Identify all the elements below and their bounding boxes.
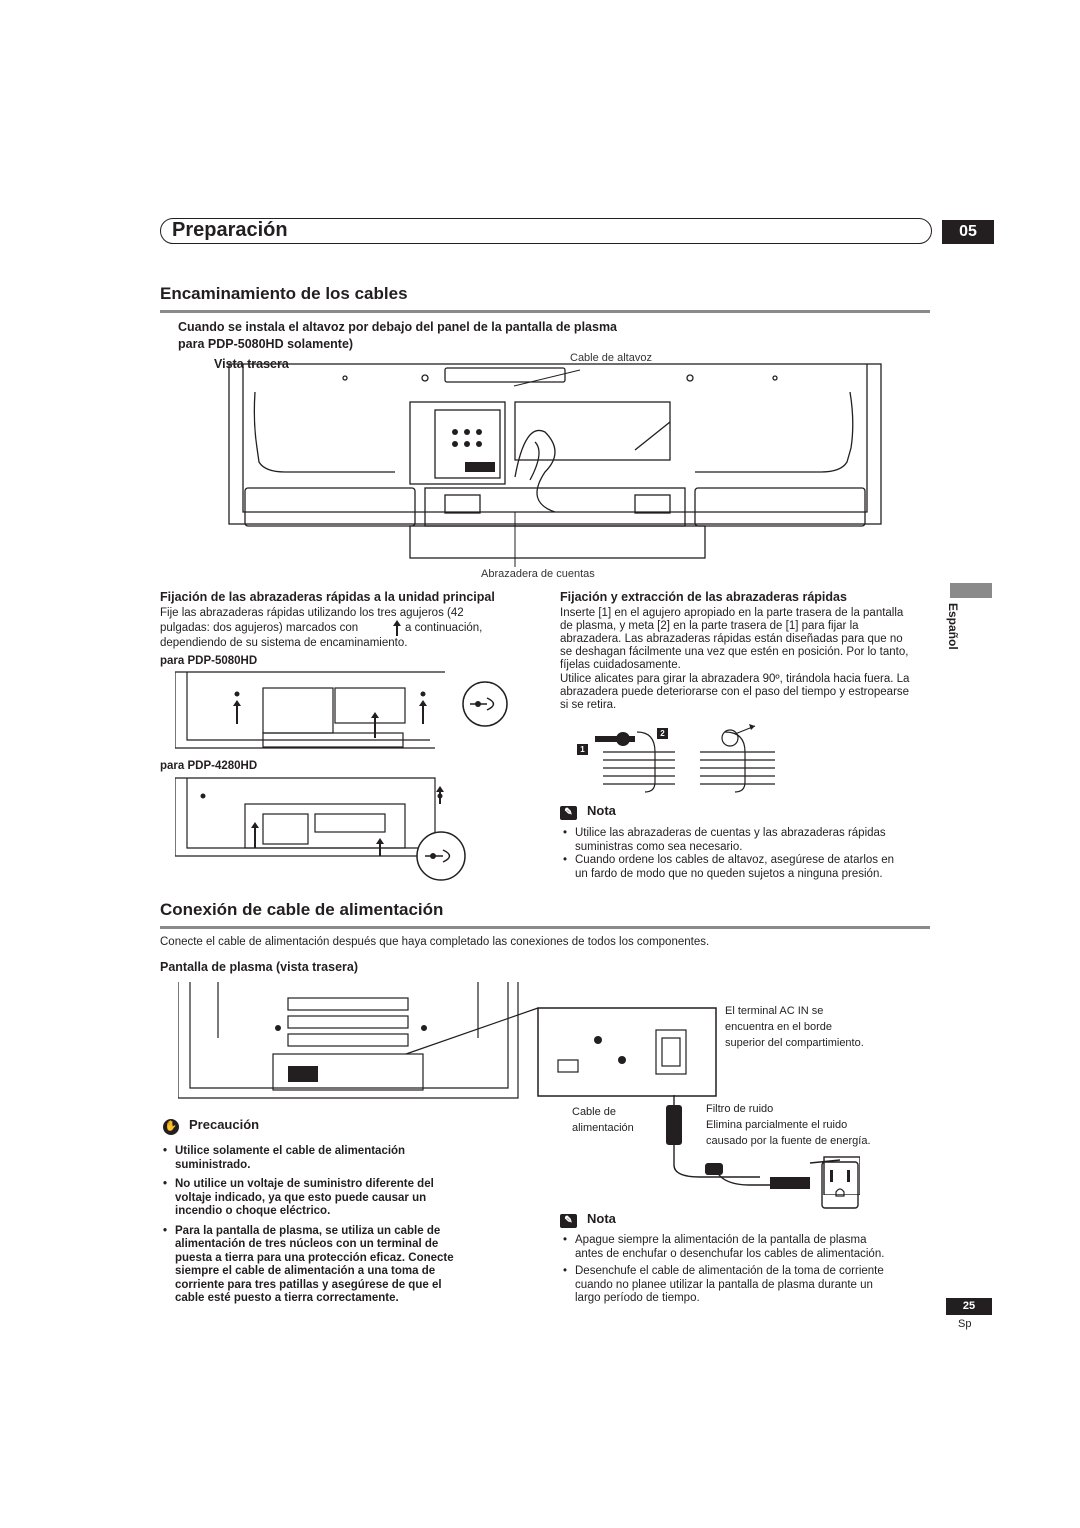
wall-outlet-icon (820, 1160, 860, 1210)
left-col-text-3: dependiendo de su sistema de encaminamiento. (160, 637, 408, 649)
right-col-p1-line4: se deshagan fácilmente una vez que estén en posición. Por lo tanto, (560, 646, 909, 658)
nota-list-2 (563, 1234, 943, 1306)
right-col-p1-line1: Inserte [1] en el agujero apropiado en la parte trasera de la pantalla (560, 607, 904, 619)
left-col-text-2a: pulgadas: dos agujeros) marcados con (160, 622, 359, 634)
page-number: 25 (946, 1298, 992, 1315)
right-col-heading: Fijación y extracción de las abrazaderas rápidas (560, 590, 847, 604)
caution-heading (163, 1117, 259, 1135)
right-col-p1-line3: abrazadera. Las abrazaderas rápidas están diseñadas para que no (560, 633, 903, 645)
section-title-cable-routing: Encaminamiento de los cables (160, 284, 408, 303)
list-item: • Desenchufe el cable de alimentación de la toma de corriente cuando no planee utilizar la pantalla de plasma durante un largo período de tiempo. (563, 1265, 943, 1306)
left-col-text-1: Fije las abrazaderas rápidas utilizando los tres agujeros (42 (160, 607, 464, 619)
power-intro: Conecte el cable de alimentación después que haya completado las conexiones de todos los componentes. (160, 936, 710, 948)
subsection-title: Cuando se instala el altavoz por debajo del panel de la pantalla de plasma (178, 320, 618, 334)
speaker-cable-callout: Cable de altavoz (570, 352, 652, 364)
right-col-p1-line2: de plasma, y meta [2] en la parte trasera de [1] para fijar la (560, 620, 859, 632)
power-cord-label-2: alimentación (572, 1122, 634, 1134)
ac-in-caption-3: superior del compartimiento. (725, 1037, 864, 1049)
left-col-heading: Fijación de las abrazaderas rápidas a la unidad principal (160, 590, 495, 604)
nota-heading-2 (560, 1211, 616, 1228)
subsection-title-cont: para PDP-5080HD solamente) (178, 337, 354, 351)
pencil-icon: ✎ (560, 806, 577, 820)
pdp-4280hd-rear-diagram (175, 774, 475, 886)
list-item: • Utilice las abrazaderas de cuentas y las abrazaderas rápidas suministras como sea necesario. (563, 827, 943, 854)
bead-clamp-callout: Abrazadera de cuentas (481, 568, 595, 580)
noise-filter-label-2: Elimina parcialmente el ruido (706, 1119, 848, 1131)
list-item: • Utilice solamente el cable de alimentación suministrado. (163, 1145, 523, 1172)
section-rule (160, 310, 930, 313)
list-item: • Para la pantalla de plasma, se utiliza un cable de alimentación de tres núcleos con un terminal de puesta a tierra para una protección eficaz. Conecte siempre el cable de alimentación a una toma de corriente para tres patillas y asegúrese de que el cable esté puesto a tierra correctamente. (163, 1225, 523, 1306)
pdp-5080hd-rear-diagram (175, 668, 515, 752)
section-title-power-cable: Conexión de cable de alimentación (160, 900, 444, 919)
model-label-4280: para PDP-4280HD (160, 760, 258, 772)
caution-title: Precaución (189, 1117, 260, 1132)
plasma-rear-power-diagram (178, 978, 718, 1103)
language-tab-marker (950, 583, 992, 598)
right-col-p2-line1: Utilice alicates para girar la abrazadera 90º, tirándola hacia fuera. La (560, 673, 910, 685)
list-item: • No utilice un voltaje de suministro diferente del voltaje indicado, ya que esto puede causar un incendio o choque eléctrico. (163, 1178, 523, 1219)
list-item: • Apague siempre la alimentación de la pantalla de plasma antes de enchufar o desenchufar los cables de alimentación. (563, 1234, 943, 1261)
hand-caution-icon: ✋ (163, 1119, 179, 1135)
power-cord-label-1: Cable de (572, 1106, 617, 1118)
right-col-p2-line3: si se retira. (560, 699, 617, 711)
noise-filter-label-1: Filtro de ruido (706, 1103, 774, 1115)
right-col-p2-line2: abrazadera puede deteriorarse con el paso del tiempo y estropearse (560, 686, 910, 698)
language-code: Sp (958, 1318, 972, 1330)
section-header-title: Preparación (172, 219, 288, 241)
section-rule (160, 926, 930, 929)
nota-heading-1 (560, 803, 616, 820)
language-tab-label: Español (946, 603, 960, 650)
right-col-p1-line5: fíjelas cuidadosamente. (560, 659, 681, 671)
nota-list-1 (563, 827, 943, 881)
chapter-number: 05 (942, 220, 994, 244)
ac-in-caption-2: encuentra en el borde (725, 1021, 833, 1033)
rear-view-label: Vista trasera (214, 357, 289, 371)
list-item: • Cuando ordene los cables de altavoz, asegúrese de atarlos en un fardo de modo que no queden sujetos a ninguna presión. (563, 854, 943, 881)
nota-title: Nota (587, 803, 616, 818)
left-col-text-2b: a continuación, (405, 622, 483, 634)
caution-list (163, 1145, 523, 1306)
noise-filter-label-3: causado por la fuente de energía. (706, 1135, 871, 1147)
clamp-diagram (575, 722, 785, 797)
nota-title: Nota (587, 1211, 616, 1226)
plasma-rear-label: Pantalla de plasma (vista trasera) (160, 960, 359, 974)
ac-in-caption-1: El terminal AC IN se (725, 1005, 824, 1017)
model-label-5080: para PDP-5080HD (160, 655, 258, 667)
marker-2: 2 (657, 728, 668, 739)
marker-1: 1 (577, 744, 588, 755)
rear-view-diagram (225, 362, 885, 572)
speaker-cable-leader (504, 368, 584, 388)
pencil-icon: ✎ (560, 1214, 577, 1228)
arrow-up-icon (393, 620, 401, 636)
